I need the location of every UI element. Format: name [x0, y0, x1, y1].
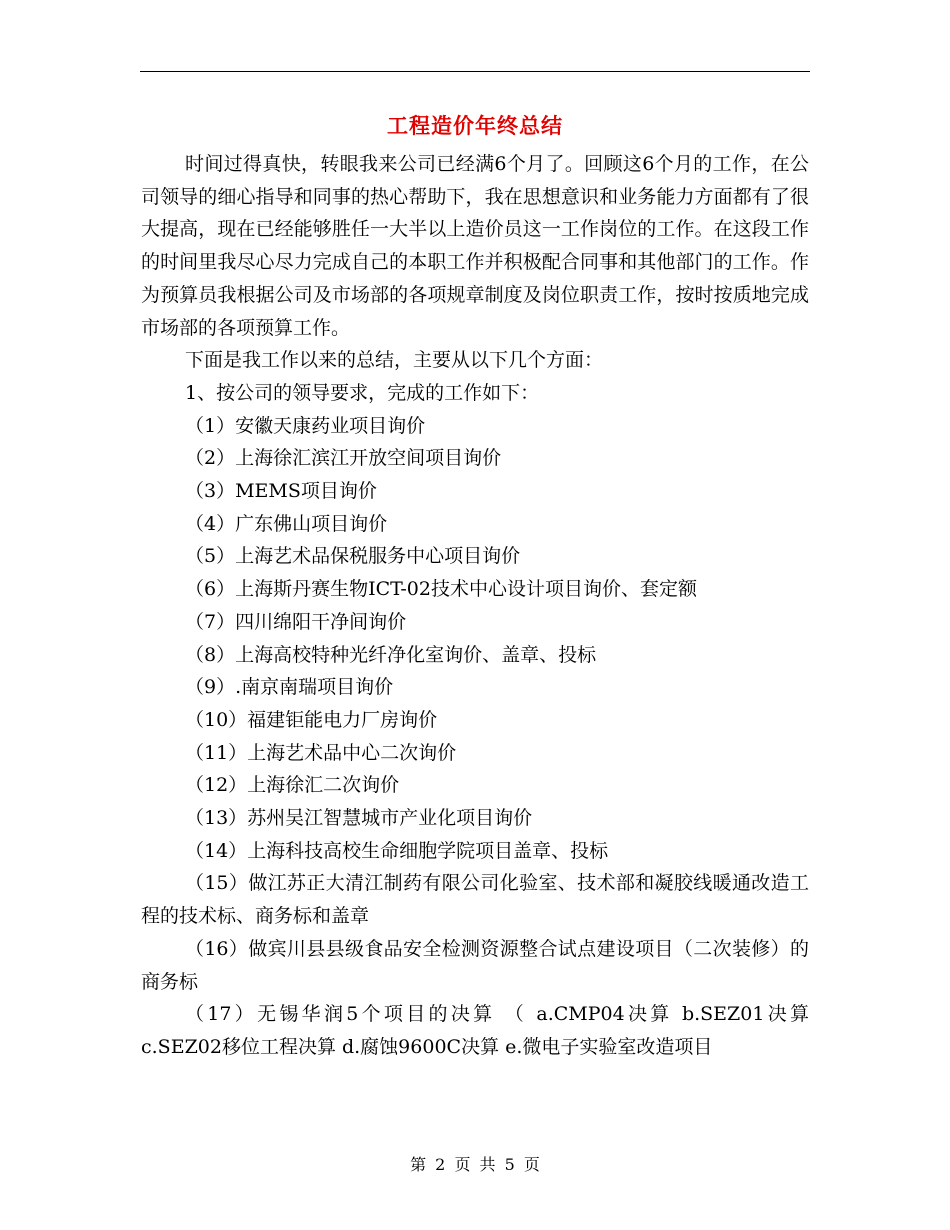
section-heading: 1、按公司的领导要求，完成的工作如下：	[185, 381, 540, 404]
document-body	[141, 148, 809, 1064]
list-item: （4）广东佛山项目询价	[185, 512, 388, 535]
list-item-long: （15）做江苏正大清江制药有限公司化验室、技术部和凝胶线暖通改造工程的技术标、商务标和盖章	[141, 872, 809, 928]
list-item: （2）上海徐汇滨江开放空间项目询价	[185, 447, 502, 470]
list-item: （6）上海斯丹赛生物ICT-02技术中心设计项目询价、套定额	[185, 578, 697, 601]
list-item: （1）安徽天康药业项目询价	[185, 414, 426, 437]
list-item: （13）苏州吴江智慧城市产业化项目询价	[185, 807, 533, 830]
list-item: （3）MEMS项目询价	[185, 480, 377, 503]
document-title: 工程造价年终总结	[387, 114, 563, 138]
list-item: （12）上海徐汇二次询价	[185, 774, 400, 797]
list-item-long: （16）做宾川县县级食品安全检测资源整合试点建设项目（二次装修）的商务标	[141, 937, 809, 993]
list-item: （8）上海高校特种光纤净化室询价、盖章、投标	[185, 643, 597, 666]
intro-paragraph: 时间过得真快，转眼我来公司已经满6个月了。回顾这6个月的工作，在公司领导的细心指导和同事的热心帮助下，我在思想意识和业务能力方面都有了很大提高，现在已经能够胜任一大半以上造价员这一工作岗位的工作。在这段工作的时间里我尽心尽力完成自己的本职工作并积极配合同事和其他部门的工作。作为预算员我根据公司及市场部的各项规章制度及岗位职责工作，按时按质地完成市场部的各项预算工作。	[141, 153, 809, 339]
list-item: （11）上海艺术品中心二次询价	[185, 741, 457, 764]
list-item: （5）上海艺术品保税服务中心项目询价	[185, 545, 521, 568]
list-item: （14）上海科技高校生命细胞学院项目盖章、投标	[185, 839, 609, 862]
list-item-long: （17）无锡华润5个项目的决算 （ a.CMP04决算 b.SEZ01决算 c.SEZ02移位工程决算 d.腐蚀9600C决算 e.微电子实验室改造项目	[141, 1003, 809, 1058]
header-rule	[140, 71, 810, 72]
list-item: （10）福建钜能电力厂房询价	[185, 708, 438, 731]
summary-paragraph: 下面是我工作以来的总结，主要从以下几个方面：	[185, 349, 604, 372]
list-item: （7）四川绵阳干净间询价	[185, 610, 407, 633]
page-footer: 第 2 页 共 5 页	[410, 1155, 540, 1174]
list-item: （9）.南京南瑞项目询价	[185, 676, 394, 699]
